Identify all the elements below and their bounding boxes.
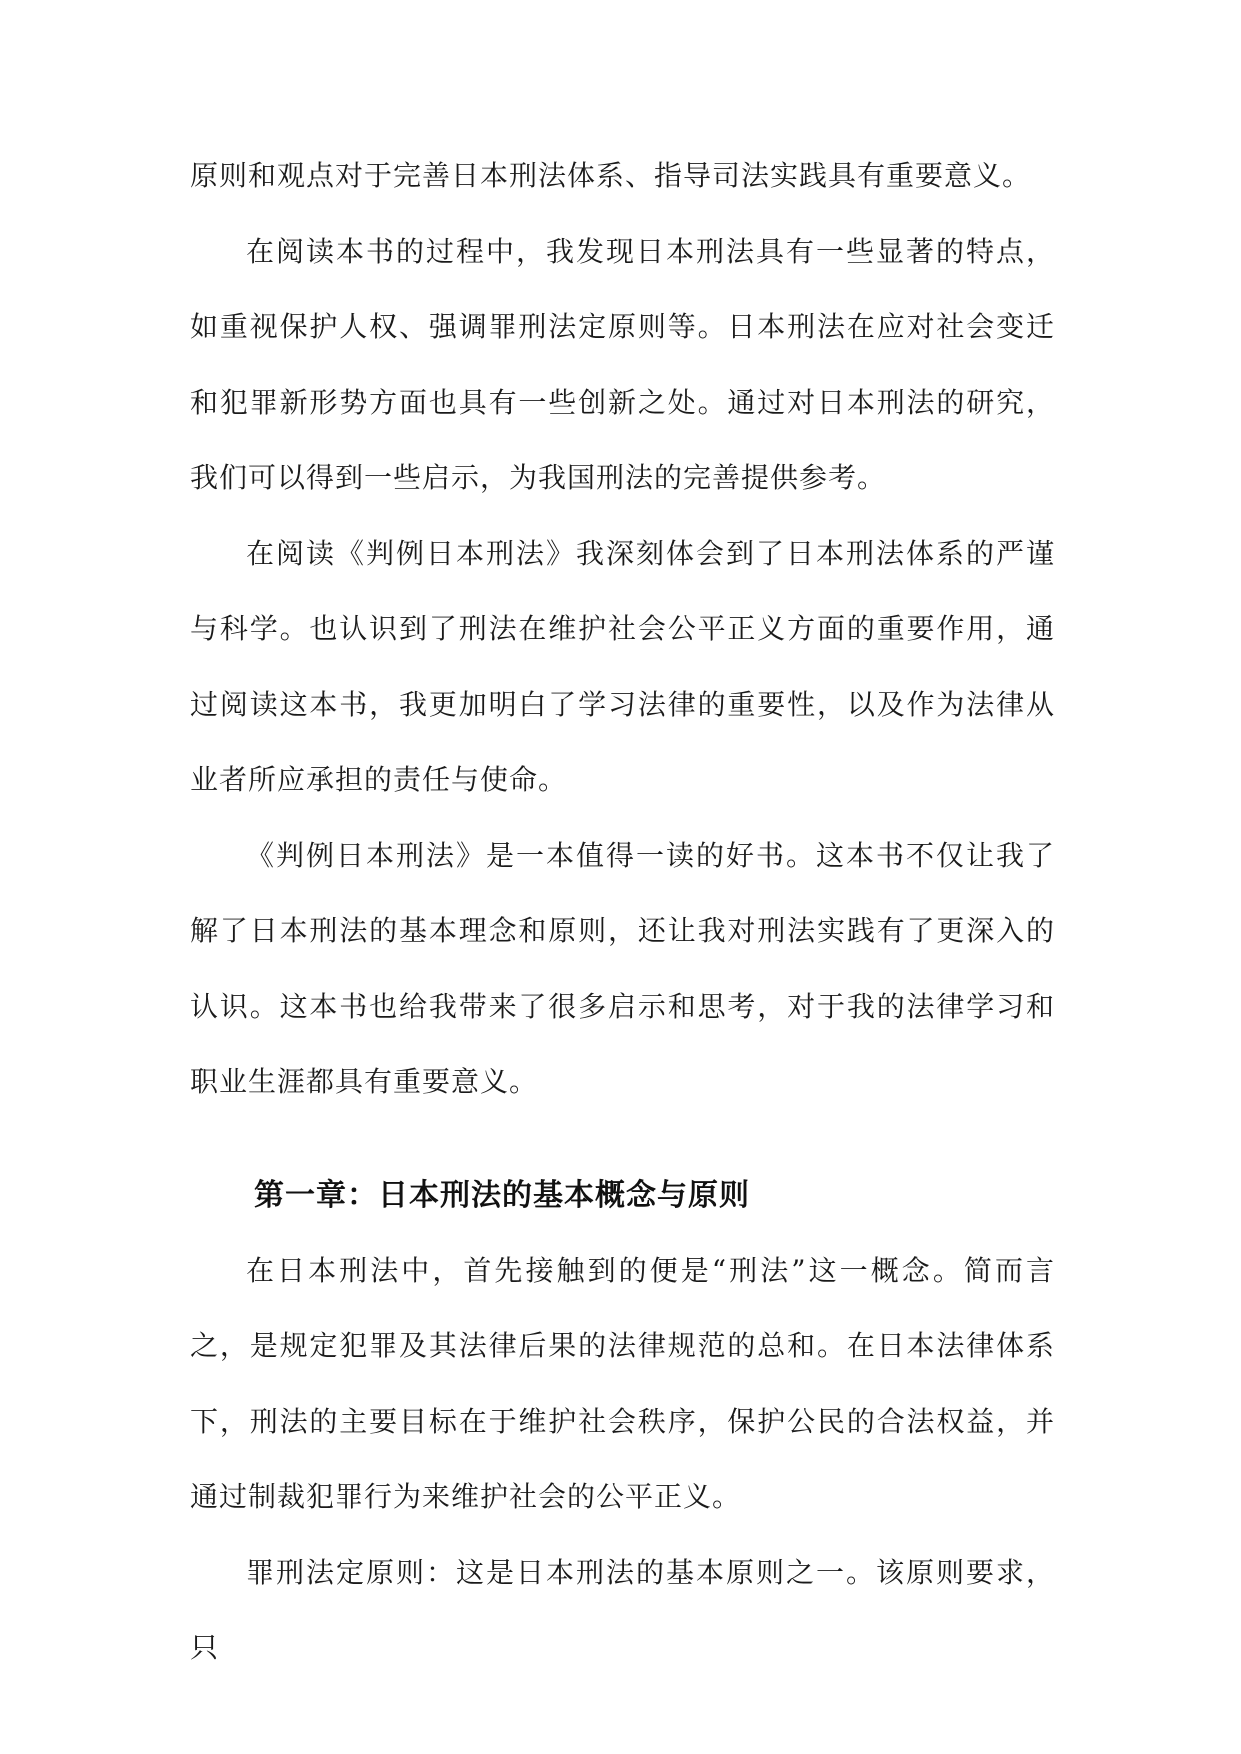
chapter-heading: 第一章：日本刑法的基本概念与原则 bbox=[254, 1177, 750, 1213]
paragraph-features: 在阅读本书的过程中，我发现日本刑法具有一些显著的特点，如重视保护人权、强调罪刑法定原则等。日本刑法在应对社会变迁和犯罪新形势方面也具有一些创新之处。通过对日本刑法的研究，我们可以得到一些启示，为我国刑法的完善提供参考。 bbox=[190, 234, 1055, 494]
paragraph-criminal-law-concept: 在日本刑法中，首先接触到的便是“刑法”这一概念。简而言之，是规定犯罪及其法律后果的法律规范的总和。在日本法律体系下，刑法的主要目标在于维护社会秩序，保护公民的合法权益，并通过制裁犯罪行为来维护社会的公平正义。 bbox=[190, 1253, 1055, 1513]
paragraph-legality-principle: 罪刑法定原则：这是日本刑法的基本原则之一。该原则要求，只 bbox=[190, 1555, 1055, 1664]
document-body bbox=[190, 138, 1055, 1686]
paragraph-conclusion: 《判例日本刑法》是一本值得一读的好书。这本书不仅让我了解了日本刑法的基本理念和原则，还让我对刑法实践有了更深入的认识。这本书也给我带来了很多启示和思考，对于我的法律学习和职业生涯都具有重要意义。 bbox=[190, 838, 1055, 1098]
paragraph-continuation: 原则和观点对于完善日本刑法体系、指导司法实践具有重要意义。 bbox=[190, 159, 1032, 192]
paragraph-reflection: 在阅读《判例日本刑法》我深刻体会到了日本刑法体系的严谨与科学。也认识到了刑法在维护社会公平正义方面的重要作用，通过阅读这本书，我更加明白了学习法律的重要性，以及作为法律从业者所应承担的责任与使命。 bbox=[190, 536, 1055, 796]
